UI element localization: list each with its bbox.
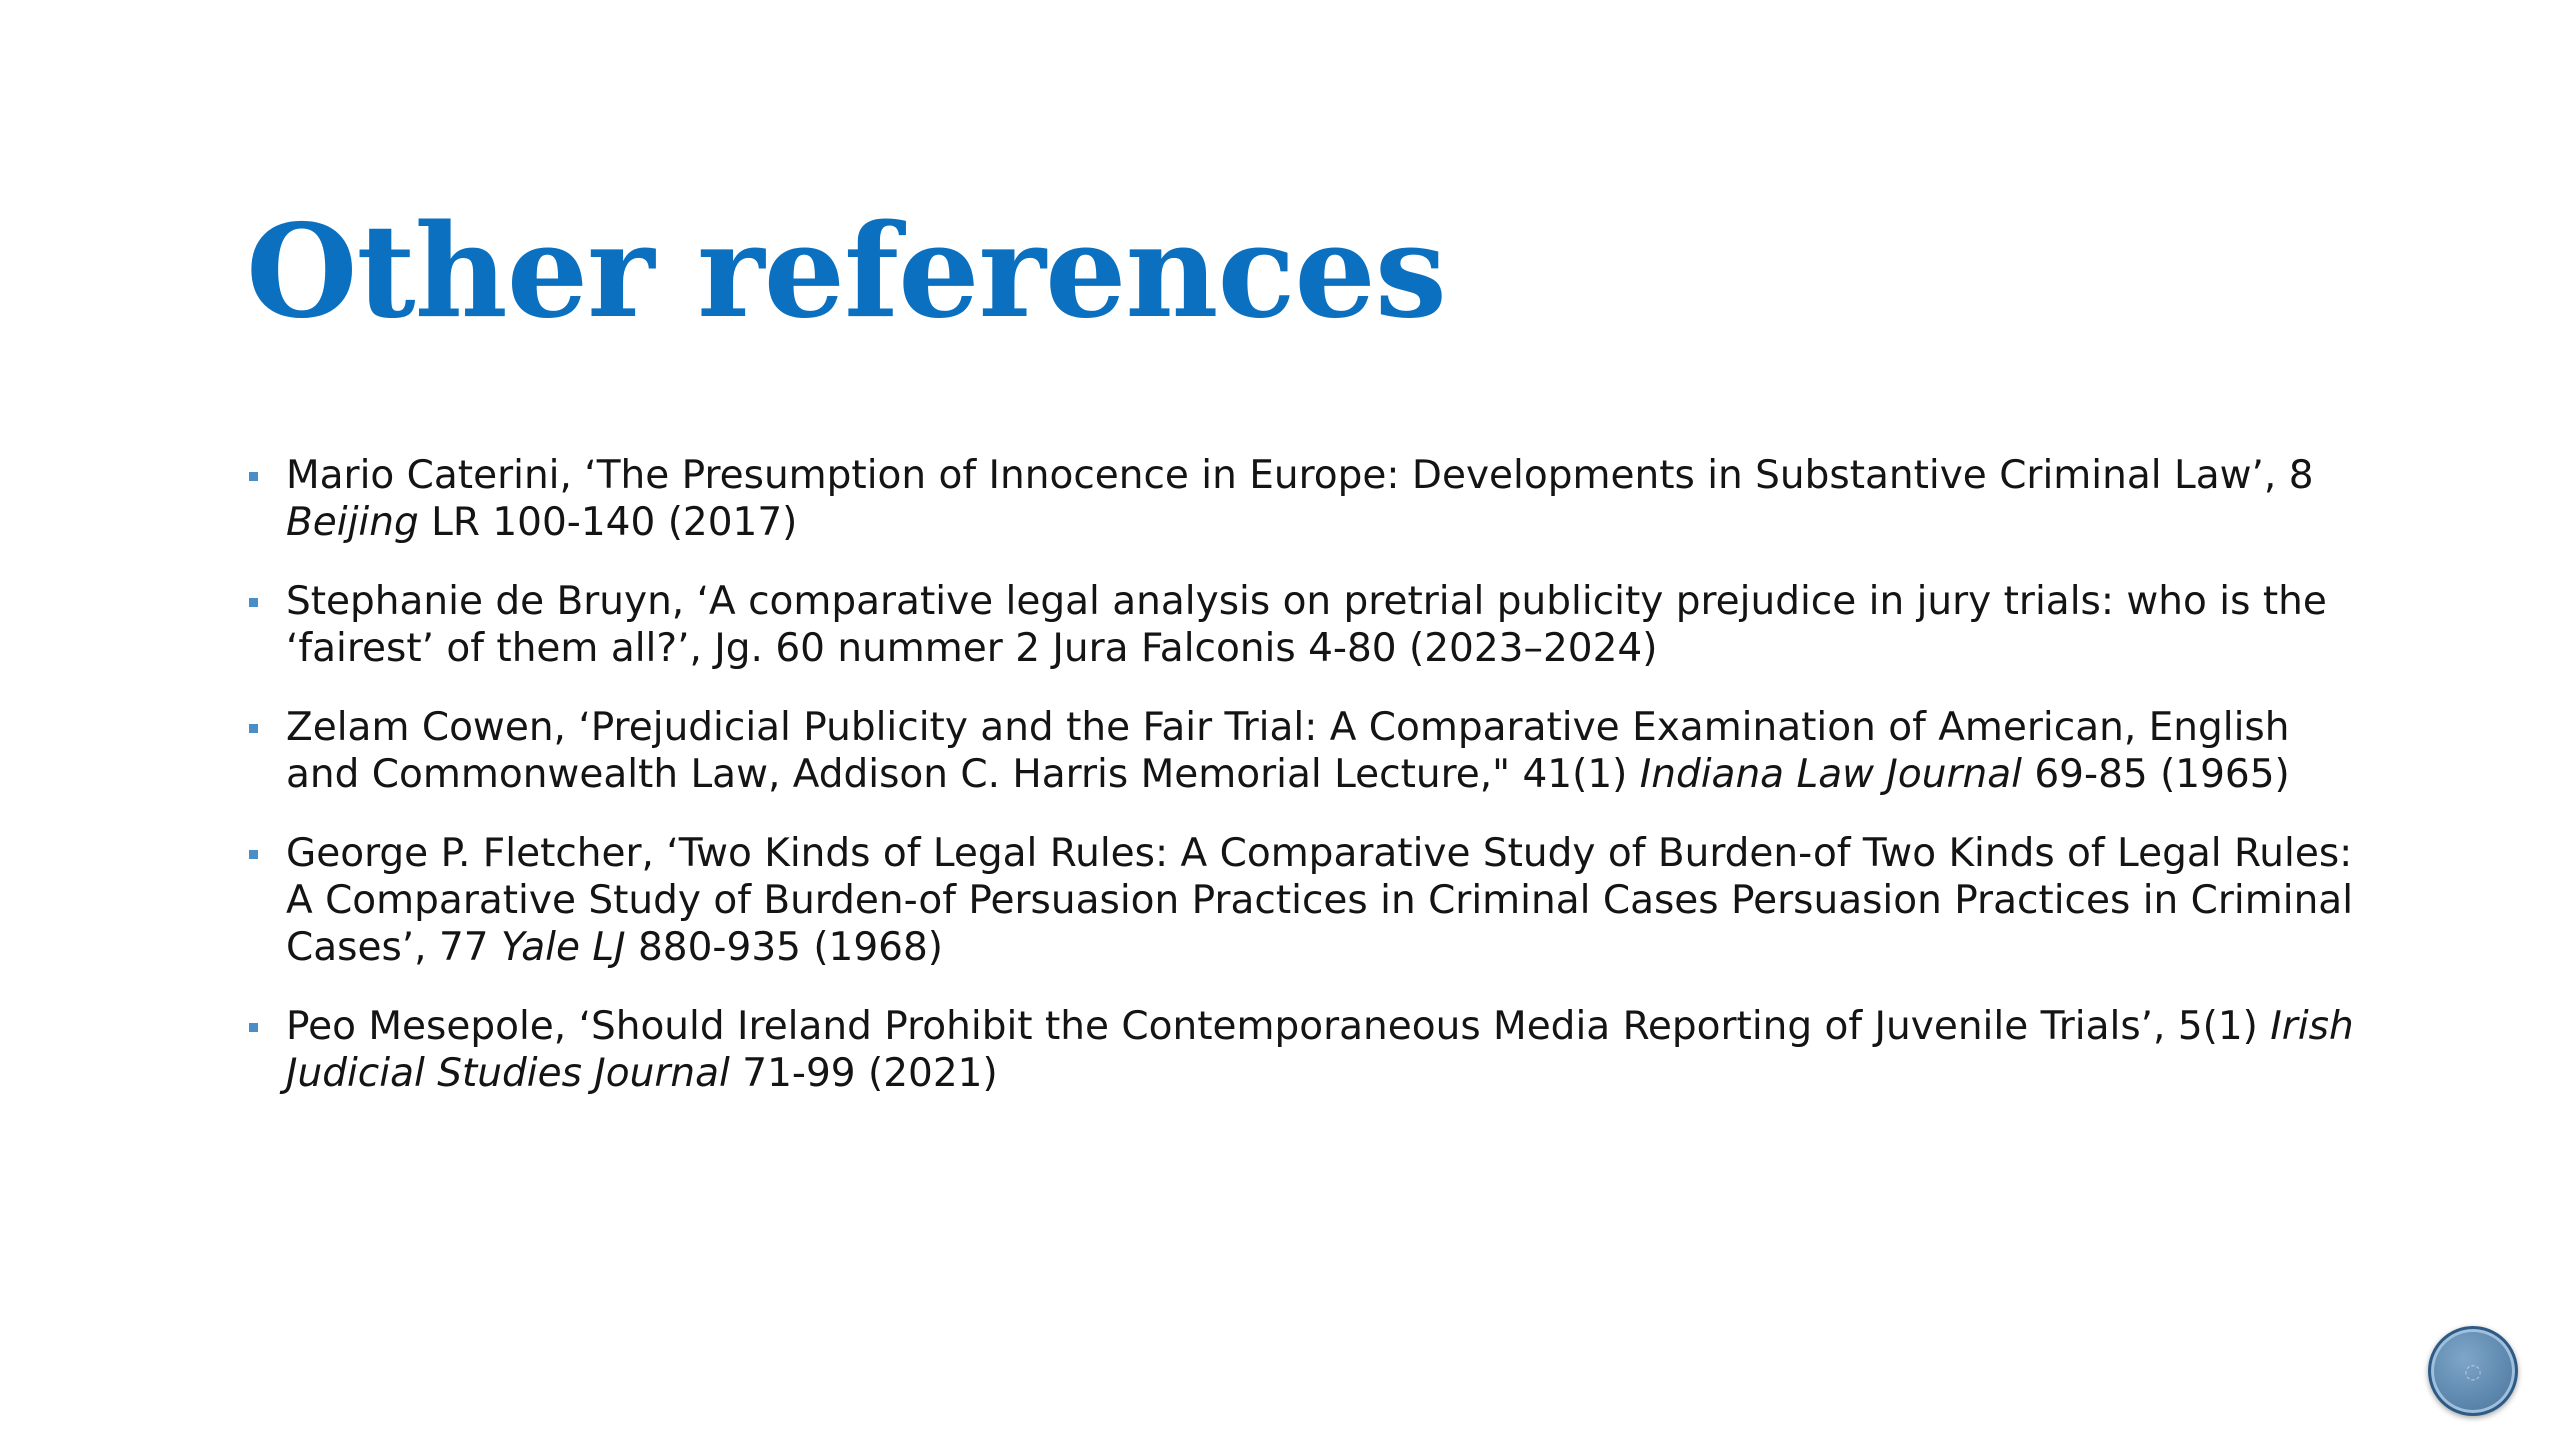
reference-item	[240, 452, 2370, 546]
reference-text-part: 69-85 (1965)	[2021, 752, 2290, 797]
reference-item	[240, 578, 2370, 672]
reference-text-part: Stephanie de Bruyn, ‘A comparative legal analysis on pretrial publicity prejudice in jury trials: who is the ‘fairest’ of them all?’, Jg. 60 nummer 2 Jura Falconis 4-80 (2023–2024)	[286, 579, 2327, 671]
reference-text	[286, 831, 2353, 970]
reference-text-part: 71-99 (2021)	[729, 1051, 998, 1096]
reference-text-part: LR 100-140 (2017)	[418, 500, 798, 545]
bullet-icon	[249, 724, 258, 733]
reference-text	[286, 1004, 2354, 1096]
reference-text-part: Zelam Cowen, ‘Prejudicial Publicity and the Fair Trial: A Comparative Examination of American, English and Commonwealth Law, Addison C. Harris Memorial Lecture," 41(1)	[286, 705, 2290, 797]
slide-nav-button[interactable]	[2428, 1326, 2518, 1416]
reference-text	[286, 579, 2327, 671]
bullet-icon	[249, 850, 258, 859]
reference-journal: Irish Judicial Studies Journal	[286, 1004, 2354, 1096]
reference-journal: Indiana Law Journal	[1639, 752, 2022, 797]
reference-text-part: 880-935 (1968)	[625, 925, 944, 970]
reference-text-part: Mario Caterini, ‘The Presumption of Innocence in Europe: Developments in Substantive Criminal Law’, 8	[286, 453, 2314, 498]
reference-item	[240, 1003, 2370, 1097]
reference-journal: Beijing	[286, 500, 419, 545]
slide-nav-circle-icon: ◌	[2464, 1359, 2482, 1383]
bullet-icon	[249, 598, 258, 607]
reference-item	[240, 704, 2370, 798]
reference-journal: Yale LJ	[500, 925, 626, 970]
references-list	[240, 452, 2370, 1129]
reference-text	[286, 705, 2290, 797]
reference-text-part: Peo Mesepole, ‘Should Ireland Prohibit the Contemporaneous Media Reporting of Juvenile Trials’, 5(1)	[286, 1004, 2271, 1049]
reference-item	[240, 830, 2370, 971]
reference-text	[286, 453, 2314, 545]
slide-title: Other references	[246, 197, 1446, 347]
bullet-icon	[249, 1023, 258, 1032]
reference-text-part: George P. Fletcher, ‘Two Kinds of Legal Rules: A Comparative Study of Burden-of Two Kinds of Legal Rules: A Comparative Study of Burden-of Persuasion Practices in Criminal Cases Persuasion Practices in Criminal Cases’, 77	[286, 831, 2354, 970]
bullet-icon	[249, 472, 258, 481]
